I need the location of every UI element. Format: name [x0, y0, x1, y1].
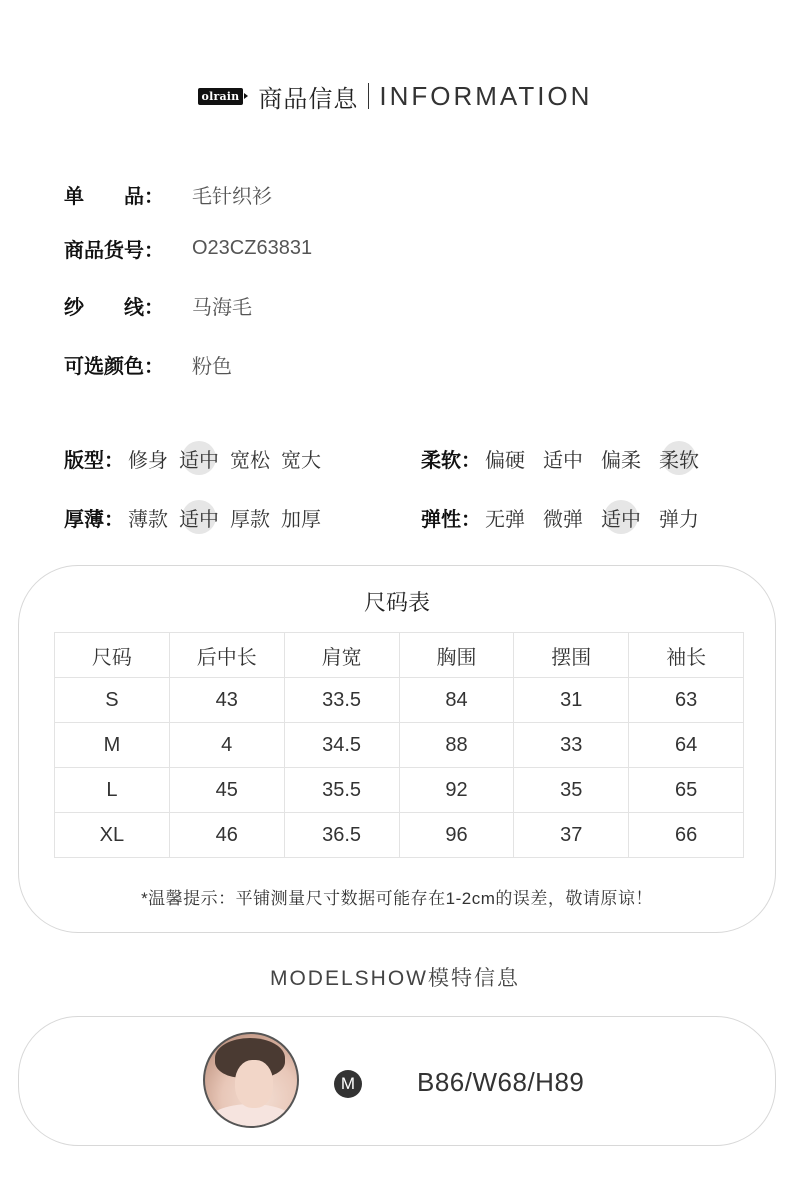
table-cell: 35.5: [284, 768, 399, 813]
table-cell: 46: [169, 813, 284, 858]
attr-softness: [421, 443, 710, 473]
measurement-note: *温馨提示：平铺测量尺寸数据可能存在1-2cm的误差，敬请原谅！: [141, 889, 653, 908]
table-row: [55, 813, 744, 858]
table-cell: 96: [399, 813, 514, 858]
info-label-char: 线：: [124, 296, 164, 319]
table-cell: 92: [399, 768, 514, 813]
table-row: [55, 723, 744, 768]
attr-label: 版型：: [64, 449, 124, 472]
brand-logo: [198, 88, 249, 105]
avatar-face: [235, 1060, 273, 1108]
attr-option-selected: 适中: [601, 503, 641, 532]
table-cell: 63: [629, 678, 744, 723]
table-cell: 33: [514, 723, 629, 768]
header-title-en: INFORMATION: [379, 80, 593, 111]
table-cell: 43: [169, 678, 284, 723]
info-label-char: 单: [64, 185, 84, 208]
attr-option: 薄款: [128, 508, 168, 531]
section-header: [0, 76, 790, 116]
table-row: [55, 768, 744, 813]
size-chart-card: [18, 565, 776, 933]
attr-option: 加厚: [281, 508, 321, 531]
info-label-char: 纱: [64, 296, 84, 319]
header-divider: [368, 83, 369, 109]
table-cell: 64: [629, 723, 744, 768]
table-cell: 88: [399, 723, 514, 768]
attr-thickness: [64, 502, 332, 532]
attr-option: 偏柔: [601, 449, 641, 472]
info-value: 马海毛: [192, 296, 252, 319]
info-row-yarn: [64, 290, 252, 320]
table-header-cell: 摆围: [514, 633, 629, 678]
attr-option: 宽松: [230, 449, 270, 472]
table-cell: 84: [399, 678, 514, 723]
table-cell: 34.5: [284, 723, 399, 768]
attr-option: 弹力: [659, 508, 699, 531]
attr-elasticity: [421, 502, 710, 532]
table-cell: 66: [629, 813, 744, 858]
model-card: [18, 1016, 776, 1146]
table-header-cell: 肩宽: [284, 633, 399, 678]
attr-option: 无弹: [485, 508, 525, 531]
table-cell: 33.5: [284, 678, 399, 723]
attr-option: 偏硬: [485, 449, 525, 472]
attr-option-selected: 适中: [179, 503, 219, 532]
model-avatar: [203, 1032, 299, 1128]
info-label-char: 品：: [124, 185, 164, 208]
info-value: 毛针织衫: [192, 185, 272, 208]
table-cell: S: [55, 678, 170, 723]
model-measurements: B86/W68/H89: [417, 1067, 585, 1097]
table-cell: M: [55, 723, 170, 768]
info-row-sku: [64, 233, 312, 263]
table-cell: 35: [514, 768, 629, 813]
info-label: [64, 291, 164, 320]
attr-label: 厚薄：: [64, 508, 124, 531]
size-table: [54, 632, 744, 858]
table-header-cell: 后中长: [169, 633, 284, 678]
table-cell: 65: [629, 768, 744, 813]
info-label: 可选颜色：: [64, 355, 164, 378]
attr-label: 弹性：: [421, 508, 481, 531]
info-value: O23CZ63831: [192, 236, 313, 259]
table-cell: 4: [169, 723, 284, 768]
table-cell: L: [55, 768, 170, 813]
table-cell: 36.5: [284, 813, 399, 858]
attr-option: 微弹: [543, 508, 583, 531]
info-value: 粉色: [192, 355, 232, 378]
table-header-cell: 袖长: [629, 633, 744, 678]
table-header-cell: 尺码: [55, 633, 170, 678]
attr-option: 宽大: [281, 449, 321, 472]
attr-option: 修身: [128, 449, 168, 472]
table-cell: 31: [514, 678, 629, 723]
size-chart-title: 尺码表: [363, 590, 430, 615]
brand-logo-text: olrain: [198, 88, 244, 105]
attr-option: 适中: [543, 449, 583, 472]
info-label: 商品货号：: [64, 239, 164, 262]
table-cell: XL: [55, 813, 170, 858]
logo-arrow-icon: [244, 93, 248, 99]
table-cell: 45: [169, 768, 284, 813]
info-row-color: [64, 349, 232, 379]
info-row-item: [64, 179, 272, 209]
table-header-row: [55, 633, 744, 678]
header-title-cn: 商品信息: [258, 85, 359, 113]
table-header-cell: 胸围: [399, 633, 514, 678]
model-size-badge: M: [334, 1070, 362, 1098]
attr-label: 柔软：: [421, 449, 481, 472]
info-label: [64, 180, 164, 209]
table-cell: 37: [514, 813, 629, 858]
model-section-title: MODELSHOW模特信息: [269, 967, 520, 990]
attr-option-selected: 柔软: [659, 444, 699, 473]
attr-option-selected: 适中: [179, 444, 219, 473]
attr-fit: [64, 443, 332, 473]
attr-option: 厚款: [230, 508, 270, 531]
table-row: [55, 678, 744, 723]
